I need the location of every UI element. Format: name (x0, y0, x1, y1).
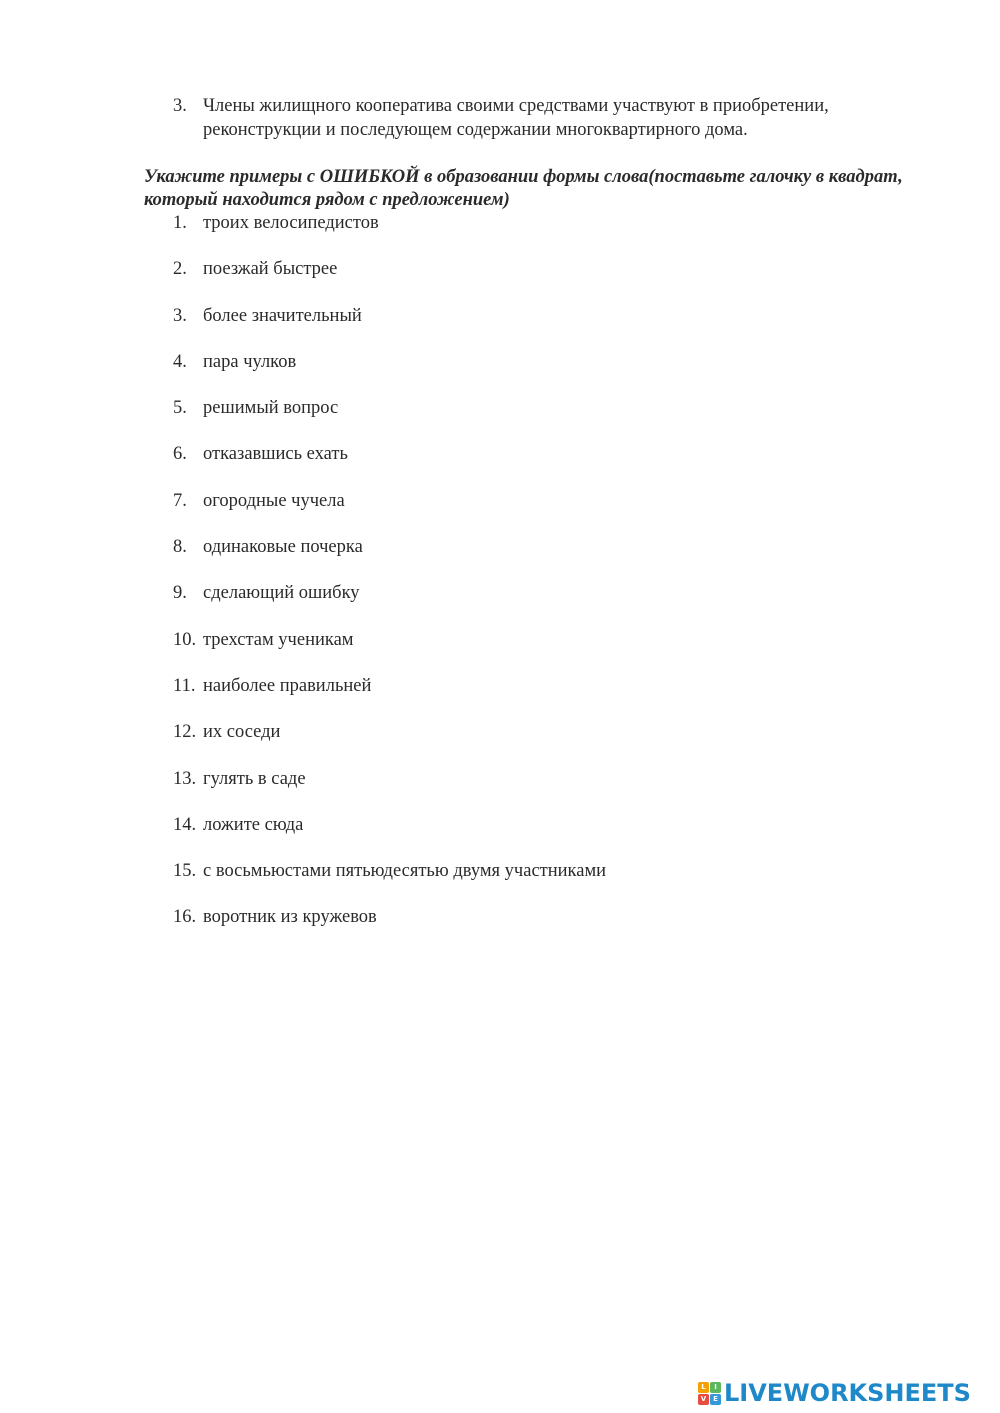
option-item[interactable] (173, 489, 606, 535)
option-text: отказавшись ехать (203, 444, 348, 465)
option-text: их соседи (203, 722, 281, 743)
options-list (173, 211, 606, 952)
option-text: более значительный (203, 305, 362, 326)
logo-text: LIVEWORKSHEETS (724, 1379, 971, 1407)
task-instruction: Укажите примеры с ОШИБКОЙ в образовании формы слова(поставьте галочку в квадрат, который находится рядом с предложением) (144, 167, 903, 210)
option-text: гулять в саде (203, 768, 306, 789)
option-item[interactable] (173, 535, 606, 581)
option-item[interactable] (173, 581, 606, 627)
option-text: огородные чучела (203, 490, 345, 511)
previous-item-number: 3. (173, 96, 187, 116)
option-number: 4. (173, 351, 187, 372)
option-text: ложите сюда (203, 814, 304, 835)
option-number: 12. (173, 722, 197, 743)
option-number: 1. (173, 213, 187, 233)
option-number: 10. (173, 629, 197, 650)
option-item[interactable] (173, 442, 606, 488)
option-item[interactable] (173, 767, 606, 813)
option-number: 8. (173, 537, 187, 558)
option-item[interactable] (173, 813, 606, 859)
option-number: 16. (173, 907, 197, 928)
option-number: 13. (173, 768, 197, 789)
option-number: 7. (173, 490, 187, 511)
option-text: пара чулков (203, 351, 297, 372)
logo-square: I (710, 1382, 721, 1393)
logo-square: L (698, 1382, 709, 1393)
option-text: сделающий ошибку (203, 583, 360, 604)
option-text: наиболее правильней (203, 675, 372, 696)
option-number: 3. (173, 305, 187, 326)
option-item[interactable] (173, 674, 606, 720)
option-text: воротник из кружевов (203, 907, 377, 928)
logo-square: E (710, 1394, 721, 1405)
option-item[interactable] (173, 905, 606, 951)
option-text: трехстам ученикам (203, 629, 354, 650)
option-number: 11. (173, 675, 196, 696)
option-text: поезжай быстрее (203, 259, 338, 280)
option-number: 2. (173, 259, 187, 280)
option-item[interactable] (173, 859, 606, 905)
option-number: 6. (173, 444, 187, 465)
option-number: 9. (173, 583, 187, 604)
option-text: решимый вопрос (203, 398, 339, 419)
previous-item (173, 94, 913, 142)
logo-mark-icon (698, 1382, 721, 1405)
option-item[interactable] (173, 628, 606, 674)
option-number: 15. (173, 861, 197, 882)
option-item[interactable] (173, 211, 606, 257)
option-number: 14. (173, 814, 197, 835)
option-item[interactable] (173, 396, 606, 442)
previous-item-text: Члены жилищного кооператива своими средствами участвуют в приобретении, реконструкции и последующем содержании многоквартирного дома. (203, 96, 829, 140)
option-text: с восьмьюстами пятьюдесятью двумя участниками (203, 861, 607, 882)
option-item[interactable] (173, 720, 606, 766)
option-item[interactable] (173, 257, 606, 303)
option-item[interactable] (173, 304, 606, 350)
option-text: троих велосипедистов (203, 213, 379, 233)
logo-square: V (698, 1394, 709, 1405)
option-text: одинаковые почерка (203, 537, 363, 558)
option-item[interactable] (173, 350, 606, 396)
liveworksheets-logo (698, 1377, 971, 1409)
option-number: 5. (173, 398, 187, 419)
